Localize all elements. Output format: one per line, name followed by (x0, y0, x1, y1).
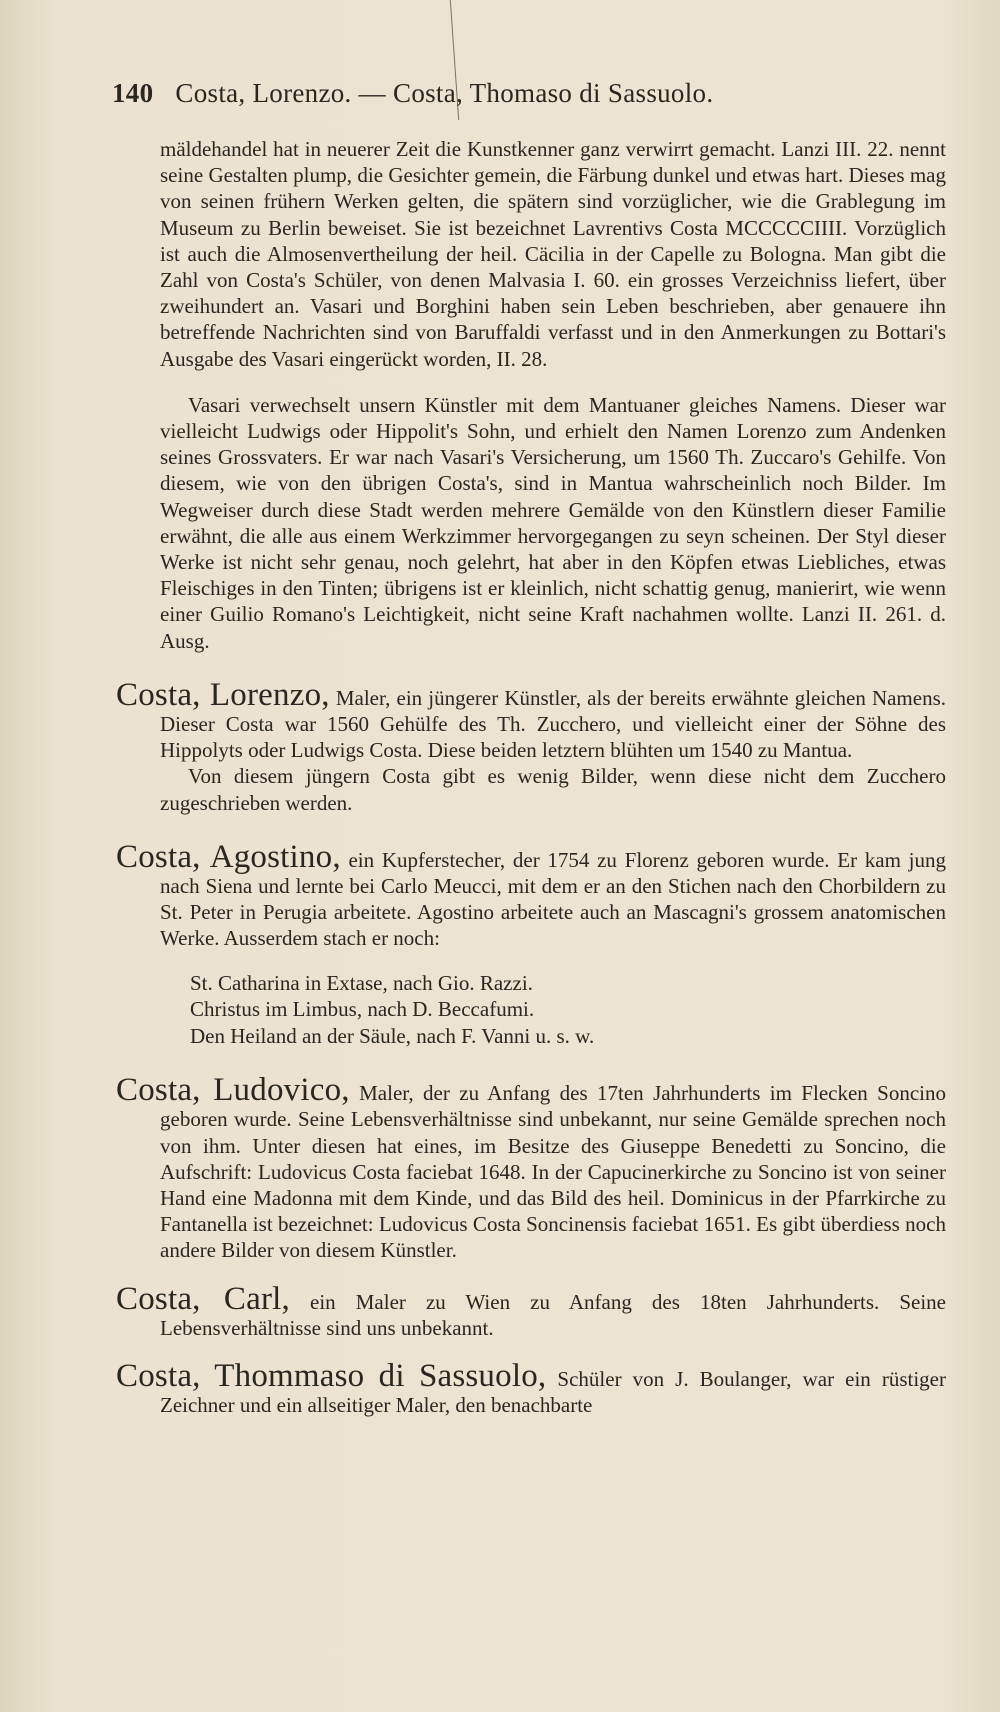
entry-agostino (116, 838, 946, 952)
entry-name: Costa, Thommaso di Sassuolo, (116, 1358, 547, 1395)
entry-text-continued: Von diesem jüngern Costa gibt es wenig Bilder, wenn diese nicht dem Zucchero zugeschrieben werden. (160, 764, 946, 815)
entry-name: Costa, Carl, (116, 1280, 290, 1317)
entry-text: Maler, der zu Anfang des 17ten Jahrhunderts im Flecken Soncino geboren wurde. Seine Lebensverhältnisse sind unbekannt, nur seine Gemälde sprechen noch von ihm. Unter diesen hat eines, im Besitze des Giuseppe Benedetti zu Soncino, die Aufschrift: Ludovicus Costa faciebat 1648. In der Capucinerkirche zu Soncino ist von seiner Hand eine Madonna mit dem Kinde, und das Bild des heil. Dominicus in der Pfarrkirche zu Fantanella ist bezeichnet: Ludovicus Costa Soncinensis faciebat 1651. Es gibt überdiess noch andere Bilder von diesem Künstler. (160, 1081, 946, 1263)
entry-text: Maler, ein jüngerer Künstler, als der bereits erwähnte gleichen Namens. Dieser Costa war 1560 Gehülfe des Th. Zucchero, und vielleicht einer der Söhne des Hippolyts oder Ludwigs Costa. Diese beiden letztern blühten um 1540 zu Mantua. (160, 685, 947, 763)
list-item: Den Heiland an der Säule, nach F. Vanni u. s. w. (190, 1023, 595, 1048)
list-item: Christus im Limbus, nach D. Beccafumi. (190, 997, 535, 1022)
entry-text: ein Maler zu Wien zu Anfang des 18ten Jahrhunderts. Seine Lebensverhältnisse sind uns unbekannt. (160, 1289, 946, 1340)
entry-lorenzo (116, 676, 947, 816)
intro-paragraph-2: Vasari verwechselt unsern Künstler mit dem Mantuaner gleiches Namens. Dieser war vielleicht Ludwigs oder Hippolit's Sohn, und erhielt den Namen Lorenzo zum Andenken seines Grossvaters. Er war nach Vasari's Versicherung, um 1560 Th. Zuccaro's Gehilfe. Von diesem, wie von den übrigen Costa's, sind in Mantua wahrscheinlich noch Bilder. Im Wegweiser durch diese Stadt werden mehrere Gemälde von den Künstlern dieser Familie erwähnt, die alle aus einem Werkzimmer hervorgegangen zu seyn scheinen. Der Styl dieser Werke ist nicht sehr genau, noch gelehrt, hat aber in den Köpfen etwas Liebliches, etwas Fleischiges in den Tinten; übrigens ist er kleinlich, nicht schattig genug, manierirt, wie wenn einer Guilio Romano's Leichtigkeit, nicht seine Kraft nachahmen wollte. Lanzi II. 261. d. Ausg. (160, 392, 946, 653)
entry-name: Costa, Ludovico, (116, 1072, 350, 1109)
page-number: 140 (112, 78, 154, 108)
running-header (112, 78, 872, 109)
entry-name: Costa, Lorenzo, (116, 676, 330, 713)
page-body (116, 136, 947, 1418)
entry-thommaso (116, 1358, 946, 1418)
entry-carl (116, 1280, 946, 1341)
entry-text: ein Kupferstecher, der 1754 zu Florenz geboren wurde. Er kam jung nach Siena und lernte bei Carlo Meucci, mit dem er an den Stichen nach den Chorbildern zu St. Peter in Perugia arbeitete. Agostino arbeitete auch an Mascagni's grossem anatomischen Werke. Ausserdem stach er noch: (160, 847, 946, 951)
list-item: St. Catharina in Extase, nach Gio. Razzi. (190, 970, 533, 995)
entry-ludovico (116, 1072, 946, 1263)
entry-text: Schüler von J. Boulanger, war ein rüstiger Zeichner und ein allseitiger Maler, den benachbarte (160, 1367, 946, 1418)
intro-paragraph-1: mäldehandel hat in neuerer Zeit die Kunstkenner ganz verwirrt gemacht. Lanzi III. 22. nennt seine Gestalten plump, die Gesichter gemein, die Färbung dunkel und etwas hart. Dieses mag von seinen frühern Werken gelten, die spätern sind vorzüglicher, wie die Grablegung im Museum zu Berlin beweiset. Sie ist bezeichnet Lavrentivs Costa MCCCCCIIII. Vorzüglich ist auch die Almosenvertheilung der heil. Cäcilia in der Capelle zu Bologna. Man gibt die Zahl von Costa's Schüler, von denen Malvasia I. 60. ein grosses Verzeichniss liefert, über zweihundert an. Vasari und Borghini haben sein Leben beschrieben, aber genauere ihn betreffende Nachrichten sind von Baruffaldi verfasst und in den Anmerkungen zu Bottari's Ausgabe des Vasari eingerückt worden, II. 28. (160, 137, 946, 371)
header-title: Costa, Lorenzo. — Costa, Thomaso di Sassuolo. (175, 78, 714, 108)
works-list (190, 970, 946, 1050)
entry-name: Costa, Agostino, (116, 838, 341, 875)
